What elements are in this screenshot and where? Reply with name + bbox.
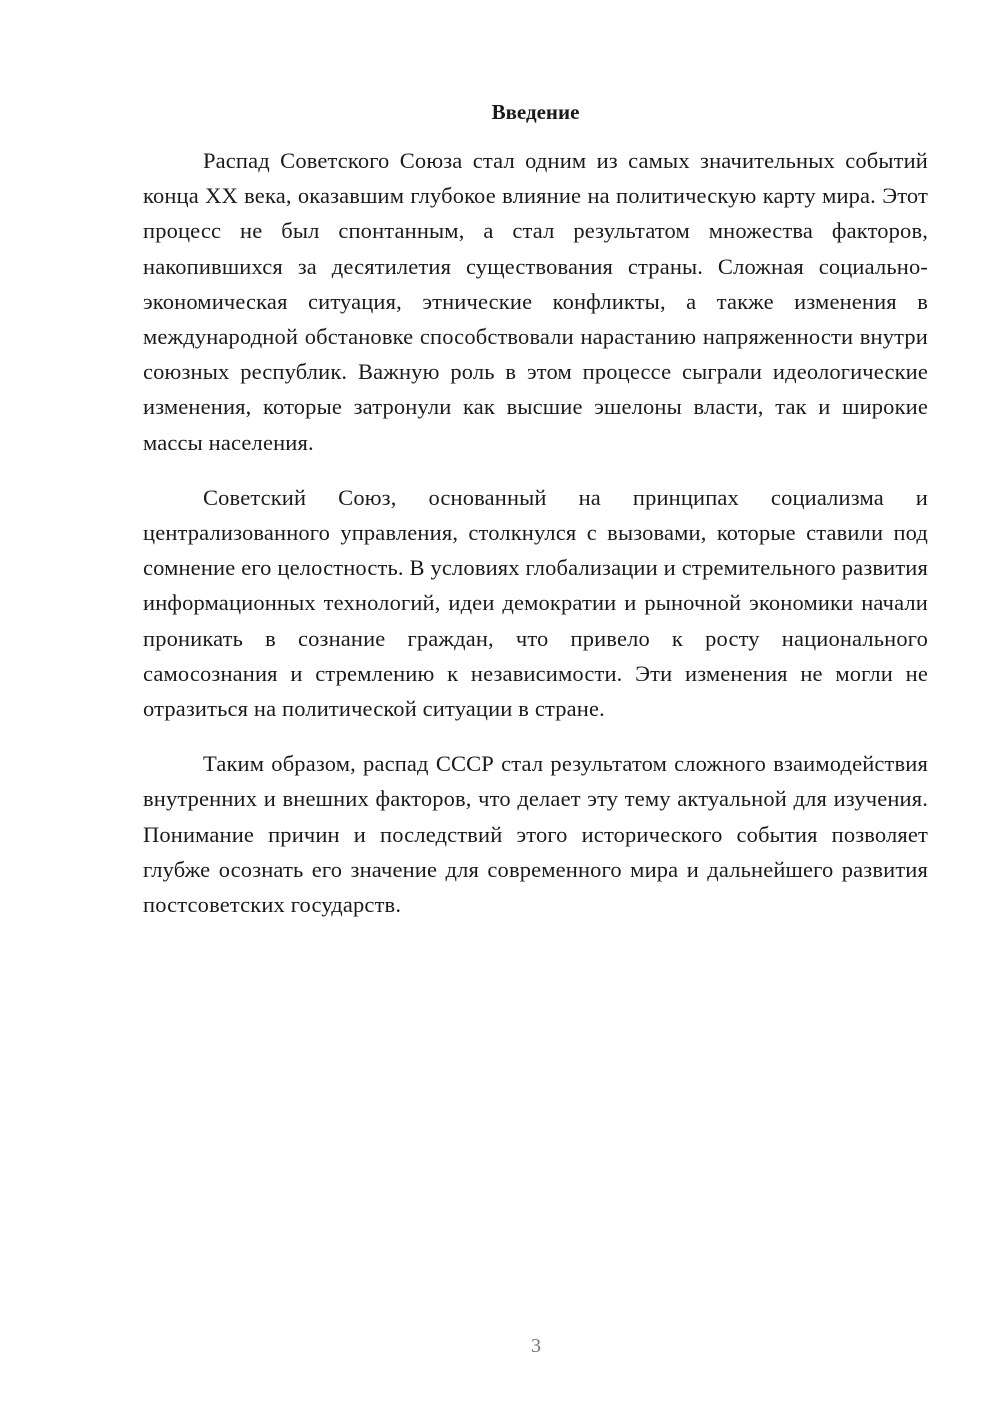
paragraph-3: Таким образом, распад СССР стал результатом сложного взаимодействия внутренних и внешних факторов, что делает эту тему актуальной для изучения. Понимание причин и последствий этого исторического события позволяет глубже осознать его значение для современного мира и дальнейшего развития постсоветских государств.: [143, 751, 928, 918]
body-text: [143, 143, 928, 942]
page-number: 3: [531, 1335, 541, 1357]
paragraph-1: Распад Советского Союза стал одним из самых значительных событий конца XX века, оказавшим глубокое влияние на политическую карту мира. Этот процесс не был спонтанным, а стал результатом множества факторов, накопившихся за десятилетия существования страны. Сложная социально-экономическая ситуация, этнические конфликты, а также изменения в международной обстановке способствовали нарастанию напряженности внутри союзных республик. Важную роль в этом процессе сыграли идеологические изменения, которые затронули как высшие эшелоны власти, так и широкие массы населения.: [143, 148, 928, 455]
section-heading: Введение: [491, 100, 580, 124]
paragraph-2: Советский Союз, основанный на принципах социализма и централизованного управления, столкнулся с вызовами, которые ставили под сомнение его целостность. В условиях глобализации и стремительного развития информационных технологий, идеи демократии и рыночной экономики начали проникать в сознание граждан, что привело к росту национального самосознания и стремлению к независимости. Эти изменения не могли не отразиться на политической ситуации в стране.: [143, 484, 928, 722]
